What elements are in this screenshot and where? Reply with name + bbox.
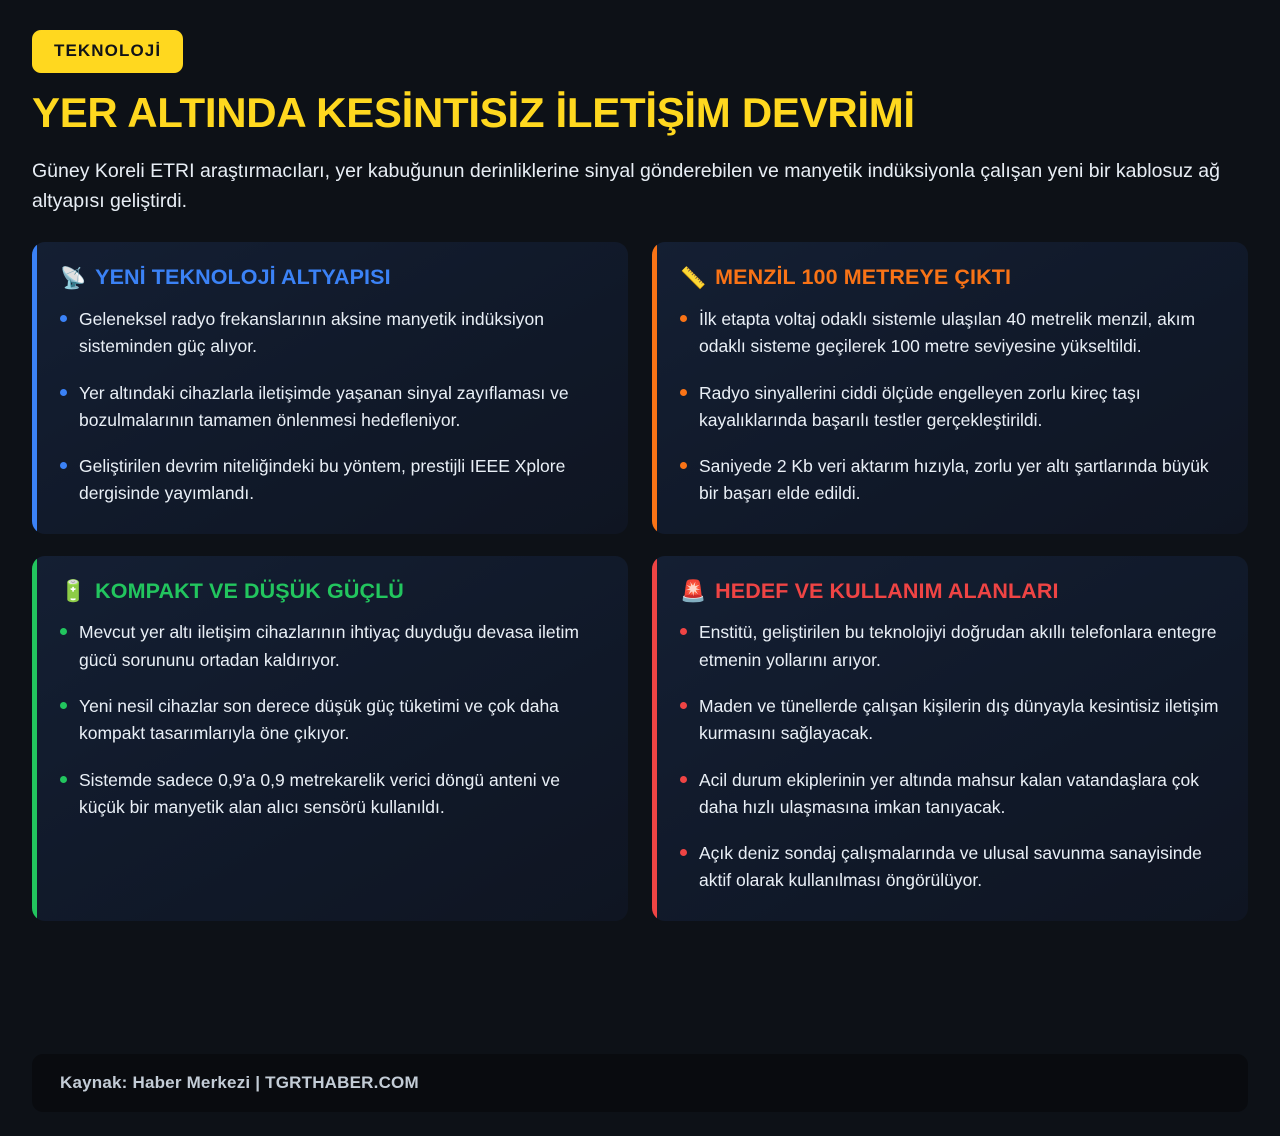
card-header: [680, 266, 1222, 290]
bullet-dot-icon: [60, 702, 67, 709]
page-subtitle: Güney Koreli ETRI araştırmacıları, yer kabuğunun derinliklerine sinyal gönderebilen ve manyetik indüksiyonla çalışan yeni bir kablosuz ağ altyapısı geliştirdi.: [32, 160, 1220, 212]
list-item: [60, 693, 602, 748]
bullet-text: Geliştirilen devrim niteliğindeki bu yöntem, prestijli IEEE Xplore dergisinde yayımlandı.: [79, 456, 566, 504]
bullet-text: Maden ve tünellerde çalışan kişilerin dış dünyayla kesintisiz iletişim kurmasını sağlayacak.: [699, 696, 1219, 744]
info-card: [32, 556, 628, 921]
list-item: [680, 619, 1222, 674]
page-title: YER ALTINDA KESİNTİSİZ İLETİŞİM DEVRİMİ: [32, 89, 915, 136]
bullet-list: [60, 306, 602, 508]
battery-icon: 🔋: [60, 580, 87, 604]
list-item: [680, 306, 1222, 361]
bullet-dot-icon: [680, 776, 687, 783]
card-header: [60, 266, 602, 290]
bullet-list: [680, 619, 1222, 894]
card-title: YENİ TEKNOLOJİ ALTYAPISI: [95, 265, 391, 290]
list-item: [60, 306, 602, 361]
bullet-text: İlk etapta voltaj odaklı sistemle ulaşılan 40 metrelik menzil, akım odaklı sisteme geçilerek 100 metre seviyesine yükseltildi.: [699, 308, 1196, 357]
card-accent-bar: [32, 242, 37, 533]
list-item: [680, 767, 1222, 822]
info-card: [32, 242, 628, 533]
bullet-dot-icon: [60, 628, 67, 635]
list-item: [60, 380, 602, 435]
bullet-text: Acil durum ekiplerinin yer altında mahsur kalan vatandaşlara çok daha hızlı ulaşmasına imkan tanıyacak.: [699, 769, 1199, 817]
info-card: [652, 242, 1248, 533]
list-item: [680, 693, 1222, 748]
bullet-dot-icon: [680, 702, 687, 709]
footer-bar: [32, 1054, 1248, 1112]
list-item: [60, 619, 602, 674]
source-text: Kaynak: Haber Merkezi | TGRTHABER.COM: [60, 1073, 419, 1092]
info-card: [652, 556, 1248, 921]
bullet-text: Açık deniz sondaj çalışmalarında ve ulusal savunma sanayisinde aktif olarak kullanılması öngörülüyor.: [699, 843, 1202, 891]
bullet-dot-icon: [60, 315, 67, 322]
bullet-dot-icon: [60, 776, 67, 783]
bullet-text: Mevcut yer altı iletişim cihazlarının ihtiyaç duyduğu devasa iletim gücü sorununu ortadan kaldırıyor.: [79, 622, 579, 670]
badge-row: [32, 30, 1248, 73]
list-item: [60, 767, 602, 822]
card-accent-bar: [652, 242, 657, 533]
satellite-antenna-icon: 📡: [60, 266, 87, 290]
bullet-text: Enstitü, geliştirilen bu teknolojiyi doğrudan akıllı telefonlara entegre etmenin yollarını arıyor.: [699, 622, 1217, 670]
list-item: [680, 840, 1222, 895]
bullet-text: Sistemde sadece 0,9'a 0,9 metrekarelik verici döngü anteni ve küçük bir manyetik alan alıcı sensörü kullanıldı.: [79, 769, 560, 817]
card-header: [60, 580, 602, 604]
bullet-text: Yer altındaki cihazlarla iletişimde yaşanan sinyal zayıflaması ve bozulmalarının tamamen önlenmesi hedefleniyor.: [79, 382, 569, 430]
card-title: MENZİL 100 METREYE ÇIKTI: [715, 265, 1012, 290]
bullet-list: [680, 306, 1222, 508]
bullet-dot-icon: [60, 389, 67, 396]
card-accent-bar: [652, 556, 657, 921]
bullet-dot-icon: [680, 462, 687, 469]
card-title: HEDEF VE KULLANIM ALANLARI: [715, 578, 1059, 603]
bullet-list: [60, 619, 602, 821]
category-badge: TEKNOLOJİ: [32, 30, 183, 73]
card-accent-bar: [32, 556, 37, 921]
bullet-text: Geleneksel radyo frekanslarının aksine manyetik indüksiyon sisteminden güç alıyor.: [79, 308, 544, 357]
bullet-text: Radyo sinyallerini ciddi ölçüde engelleyen zorlu kireç taşı kayalıklarında başarılı testler gerçekleştirildi.: [699, 382, 1141, 430]
card-header: [680, 580, 1222, 604]
bullet-text: Yeni nesil cihazlar son derece düşük güç tüketimi ve çok daha kompakt tasarımlarıyla öne çıkıyor.: [79, 696, 559, 744]
cards-grid: [32, 242, 1248, 1032]
list-item: [60, 453, 602, 508]
bullet-dot-icon: [60, 462, 67, 469]
bullet-dot-icon: [680, 389, 687, 396]
list-item: [680, 453, 1222, 508]
bullet-dot-icon: [680, 628, 687, 635]
straight-ruler-icon: 📏: [680, 266, 707, 290]
bullet-dot-icon: [680, 849, 687, 856]
card-title: KOMPAKT VE DÜŞÜK GÜÇLÜ: [95, 578, 404, 603]
list-item: [680, 380, 1222, 435]
police-car-light-icon: 🚨: [680, 580, 707, 604]
bullet-dot-icon: [680, 315, 687, 322]
bullet-text: Saniyede 2 Kb veri aktarım hızıyla, zorlu yer altı şartlarında büyük bir başarı elde edildi.: [699, 456, 1209, 504]
